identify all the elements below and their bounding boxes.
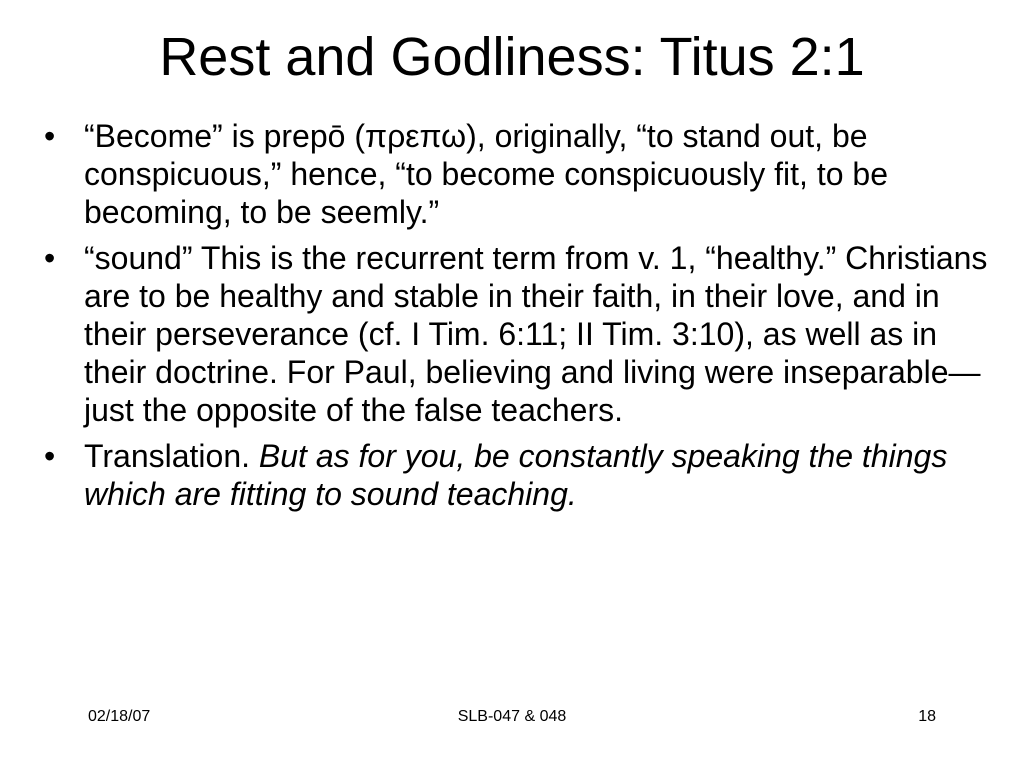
footer-center-text: SLB-047 & 048	[457, 708, 567, 725]
bullet-text: “sound” This is the recurrent term from v. 1, “healthy.” Christians are to be healthy and stable in their faith, in their love, and in their perseverance (cf. I Tim. 6:11; II Tim. 3:10), as well as in their doctrine. For Paul, believing and living were inseparable—just the opposite of the false teachers.	[84, 240, 988, 428]
bullet-icon: •	[44, 240, 56, 276]
bullet-item-translation	[44, 437, 994, 513]
bullet-icon: •	[44, 438, 56, 474]
bullet-list	[44, 117, 994, 521]
bullet-icon: •	[44, 118, 56, 154]
bullet-text: “Become” is prepō (πρεπω), originally, “to stand out, be conspicuous,” hence, “to become conspicuously fit, to be becoming, to be seemly.”	[84, 118, 888, 230]
bullet-item-sound	[44, 239, 994, 429]
bullet-translation-text: But as for you, be constantly speaking the things which are fitting to sound teaching.	[84, 438, 948, 512]
footer-page-number: 18	[918, 708, 936, 725]
slide-title: Rest and Godliness: Titus 2:1	[159, 27, 865, 87]
bullet-lead-text: Translation.	[84, 438, 259, 474]
footer-date: 02/18/07	[88, 708, 151, 725]
bullet-item-become	[44, 117, 994, 231]
